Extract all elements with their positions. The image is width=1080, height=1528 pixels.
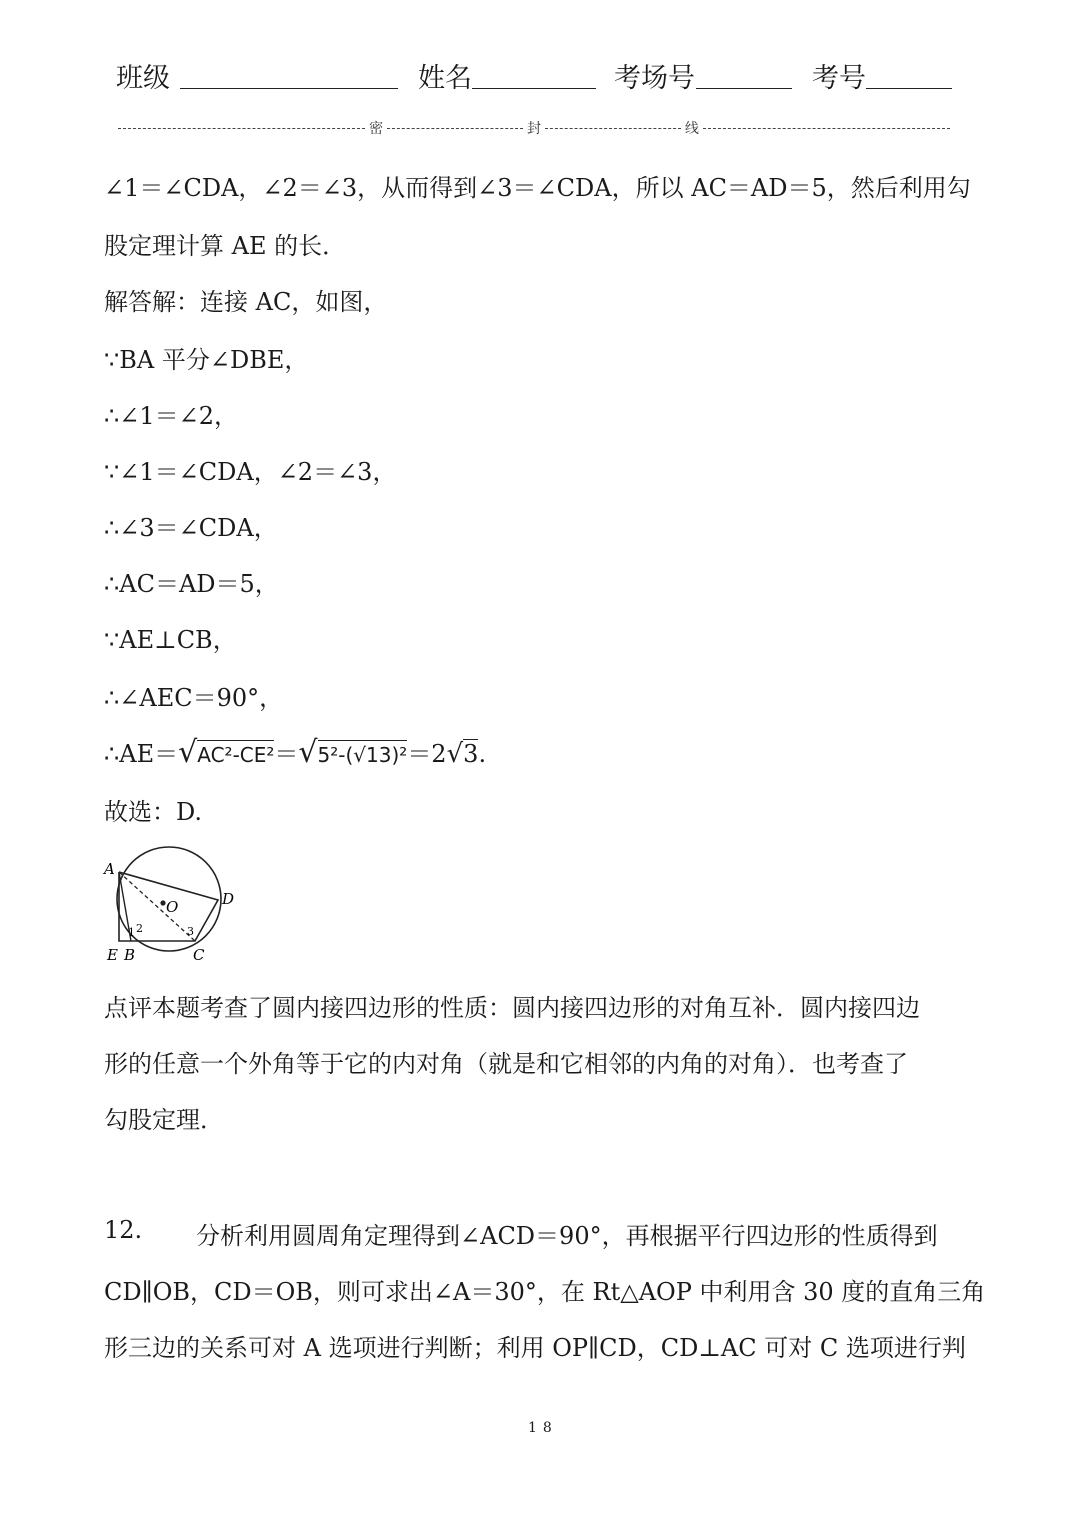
number-field[interactable] [866, 62, 952, 89]
label-a: A [104, 860, 115, 878]
label-angle-1: 1 [128, 926, 135, 939]
name-label: 姓名 [418, 63, 472, 94]
step-3: ∵∠1＝∠CDA，∠2＝∠3， [104, 458, 397, 486]
question-number: 12. [104, 1216, 143, 1244]
label-angle-3: 3 [187, 925, 194, 938]
seal-word-xian: 线 [684, 121, 699, 137]
class-field[interactable] [180, 62, 398, 89]
seal-word-feng: 封 [527, 121, 541, 137]
formula-eq: ＝ [274, 740, 299, 768]
dash-segment [703, 128, 950, 129]
label-o: O [166, 898, 179, 916]
q12-line-1: 分析利用圆周角定理得到∠ACD＝90°，再根据平行四边形的性质得到 [196, 1222, 938, 1250]
step-6: ∵AE⊥CB， [104, 626, 237, 654]
dash-segment [118, 128, 365, 129]
label-d: D [222, 890, 235, 908]
answer-intro: 解答解：连接 AC，如图， [104, 288, 388, 316]
step-2: ∴∠1＝∠2， [104, 402, 239, 430]
center-point [160, 900, 165, 905]
radical-1: AC²-CE² [197, 740, 274, 767]
radical-2: 5²-(√13)² [318, 740, 408, 767]
q12-line-3: 形三边的关系可对 A 选项进行判断；利用 OP∥CD，CD⊥AC 可对 C 选项进行判 [104, 1334, 966, 1362]
formula-line [104, 734, 486, 770]
answer-choice: 故选：D. [104, 798, 203, 826]
formula-prefix: ∴AE＝ [104, 740, 179, 768]
room-field[interactable] [696, 62, 792, 89]
step-4: ∴∠3＝∠CDA， [104, 514, 278, 542]
comment-line-2: 形的任意一个外角等于它的内对角（就是和它相邻的内角的对角）．也考查了 [104, 1050, 908, 1078]
number-label: 考号 [812, 63, 866, 94]
name-field[interactable] [472, 62, 596, 89]
analysis-line-2: 股定理计算 AE 的长． [104, 232, 347, 260]
label-angle-2: 2 [136, 922, 143, 935]
label-c: C [193, 946, 205, 964]
step-7: ∴∠AEC＝90°， [104, 684, 284, 712]
analysis-line-1: ∠1＝∠CDA，∠2＝∠3，从而得到∠3＝∠CDA，所以 AC＝AD＝5，然后利用勾 [104, 174, 971, 202]
dash-segment [545, 128, 681, 129]
formula-eq2: ＝2 [407, 740, 447, 768]
label-e: E [107, 946, 118, 964]
radical-sign-icon: √ [298, 735, 318, 770]
radical-sign-icon: √ [446, 739, 464, 769]
page-number: 18 [528, 1420, 558, 1436]
circle-figure [100, 838, 250, 966]
step-1: ∵BA 平分∠DBE， [104, 346, 309, 374]
step-5: ∴AC＝AD＝5， [104, 570, 279, 598]
dash-segment [387, 128, 523, 129]
formula-end: . [478, 740, 487, 768]
radical-sign-icon: √ [178, 735, 198, 770]
seal-word-mi: 密 [369, 121, 384, 137]
label-b: B [124, 946, 136, 964]
comment-line-3: 勾股定理． [104, 1106, 224, 1134]
seal-line [118, 118, 950, 138]
radical-3: 3 [463, 740, 479, 768]
q12-line-2: CD∥OB，CD＝OB，则可求出∠A＝30°，在 Rt△AOP 中利用含 30 度的直角三角 [104, 1278, 986, 1306]
room-label: 考场号 [614, 63, 695, 94]
class-label: 班级 [116, 63, 170, 94]
comment-line-1: 点评本题考查了圆内接四边形的性质：圆内接四边形的对角互补．圆内接四边 [104, 994, 920, 1022]
